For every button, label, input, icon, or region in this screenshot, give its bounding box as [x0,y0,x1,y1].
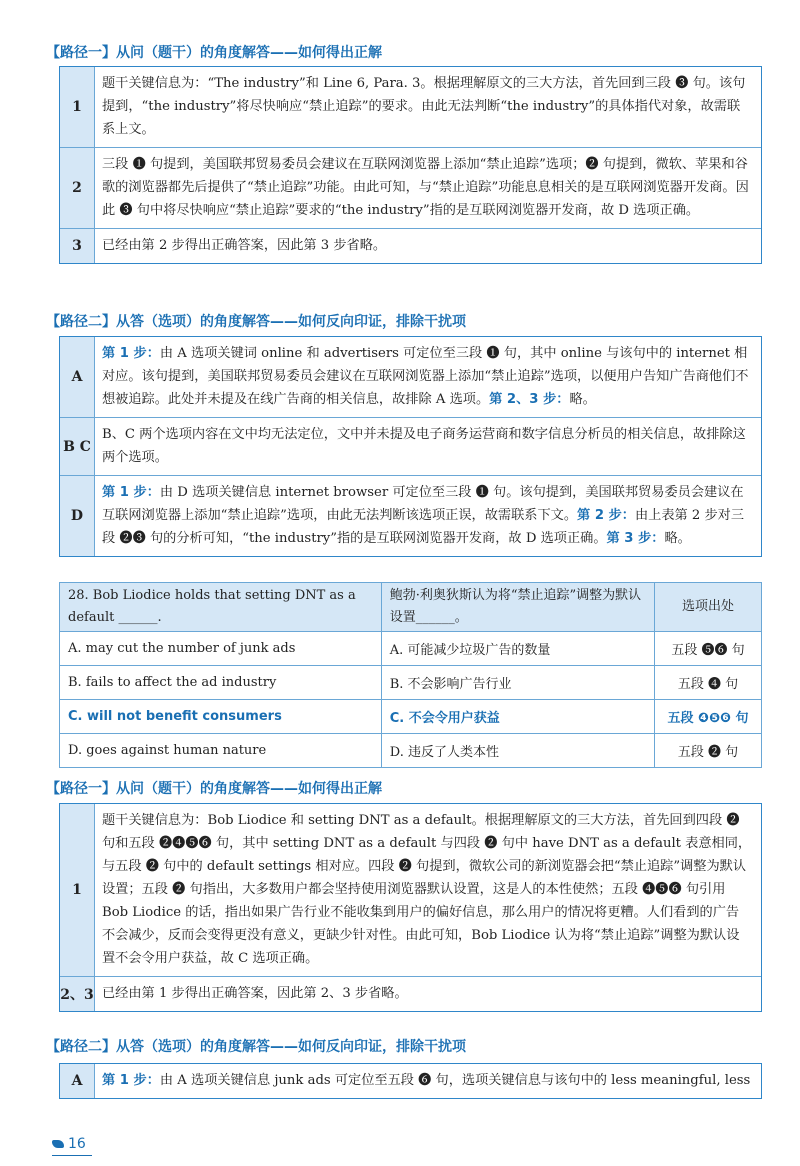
table-row [60,475,761,556]
section-title-path1: 【路径一】从问（题干）的角度解答——如何得出正解 [46,45,382,61]
option-source: 五段 ❹❺❻ 句 [655,700,762,734]
option-end: 略。 [664,531,691,546]
source-column-header: 选项出处 [655,583,762,632]
page-number [52,1136,86,1152]
option-analysis: 由上表第 2 步对三段 ❷❸ 句的分析可知，“the industry”指的是互联网浏览器开发商，故 D 选项正确。 [102,508,745,546]
step-text: 已经由第 1 步得出正确答案，因此第 2、3 步省略。 [102,986,408,1001]
option-label: D [60,476,95,556]
table-row [60,734,762,768]
option-analysis: 由 A 选项关键信息 junk ads 可定位至五段 ❻ 句，选项关键信息与该句中的 less meaningful, less [159,1073,751,1088]
option-analysis: 由 D 选项关键信息 internet browser 可定位至三段 ❶ 句。该句提到，美国联邦贸易委员会建议在互联网浏览器上添加“禁止追踪”选项，由此无法判断该选项正误，故需联系下文。 [102,485,744,523]
question-stem-en: 28. Bob Liodice holds that setting DNT as a default ______. [60,583,382,632]
section-title-path2-q28: 【路径二】从答（选项）的角度解答——如何反向印证，排除干扰项 [46,1039,466,1055]
step-label: 1 [60,804,95,976]
page-number-underline [52,1155,92,1156]
option-label: A [60,337,95,417]
option-en: B. fails to affect the ad industry [60,666,382,700]
option-end: 略。 [569,392,596,407]
step-text: 已经由第 2 步得出正确答案，因此第 3 步省略。 [102,238,387,253]
table-row [60,666,762,700]
table-row-correct [60,700,762,734]
path1-table [59,66,762,264]
option-label: A [60,1064,95,1098]
question-28-table [59,582,762,768]
section-title-path1-q28: 【路径一】从问（题干）的角度解答——如何得出正解 [46,781,382,797]
option-text [95,476,761,556]
option-analysis: 由 A 选项关键词 online 和 advertisers 可定位至三段 ❶ 句，其中 online 与该句中的 internet 相对应。该句提到，美国联邦贸易委员会建议在互联网浏览器上添加“禁止追踪”选项，以便用户告知广告商他们不想被追踪。此处并未提及在线广告商的相关信息，故排除 A 选项。 [102,346,749,407]
page-number-text: 16 [68,1136,86,1152]
table-row [60,228,761,263]
option-source: 五段 ❺❻ 句 [655,632,762,666]
option-zh: C. 不会令用户获益 [381,700,654,734]
step-label: 2 [60,148,95,228]
table-row [60,632,762,666]
option-zh: A. 可能减少垃圾广告的数量 [381,632,654,666]
path2-table [59,336,762,557]
step-marker: 第 1 步： [102,346,160,361]
step-text: 题干关键信息为：Bob Liodice 和 setting DNT as a default。根据理解原文的三大方法，首先回到四段 ❷ 句和五段 ❷❹❺❻ 句，其中 setting DNT as a default 与四段 ❷ 句中 have DNT as a default 表意相同，与五段 ❷ 句中的 default settings 相对应。四段 ❷ 句提到，微软公司的新浏览器会把“禁止追踪”调整为默认设置；五段 ❷ 句指出，大多数用户都会坚持使用浏览器默认设置，这是人的本性使然；五段 ❹❺❻ 句引用 Bob Liodice 的话，指出如果广告行业不能收集到用户的偏好信息，那么用户的情况将更糟。人们看到的广告不会减少，反而会变得更没有意义，更缺少针对性。由此可知，Bob Liodice 认为将“禁止追踪”调整为默认设置不会令用户获益，故 C 选项正确。 [102,813,752,966]
path2-q28-table [59,1063,762,1099]
step-marker: 第 1 步： [102,1073,160,1088]
option-text: B、C 两个选项内容在文中均无法定位，文中并未提及电子商务运营商和数字信息分析员的相关信息，故排除这两个选项。 [102,427,746,465]
option-en: D. goes against human nature [60,734,382,768]
table-row [60,147,761,228]
step-label: 3 [60,229,95,263]
table-row [60,337,761,417]
step-marker: 第 1 步： [102,485,160,500]
table-row [60,976,761,1011]
option-text [95,337,761,417]
section-title-path2: 【路径二】从答（选项）的角度解答——如何反向印证，排除干扰项 [46,314,466,330]
path1-q28-table [59,803,762,1012]
step-marker: 第 2 步： [577,508,635,523]
step-label: 2、3 [60,977,95,1011]
step-text: 三段 ❶ 句提到，美国联邦贸易委员会建议在互联网浏览器上添加“禁止追踪”选项；❷ 句提到，微软、苹果和谷歌的浏览器都先后提供了“禁止追踪”功能。由此可知，与“禁止追踪”功能息息相关的是互联网浏览器开发商。因此 ❸ 句中将尽快响应“禁止追踪”要求的“the industry”指的是互联网浏览器开发商，故 D 选项正确。 [102,157,749,218]
step-label: 1 [60,67,95,147]
option-source: 五段 ❹ 句 [655,666,762,700]
step-marker: 第 3 步： [606,531,665,546]
table-row [60,67,761,147]
step-marker: 第 2、3 步： [489,392,570,407]
option-zh: D. 违反了人类本性 [381,734,654,768]
question-stem-zh: 鲍勃·利奥狄斯认为将“禁止追踪”调整为默认设置______。 [381,583,654,632]
table-row [60,1064,761,1098]
book-icon [52,1140,64,1148]
table-row [60,804,761,976]
option-source: 五段 ❷ 句 [655,734,762,768]
option-label: B C [60,418,95,475]
step-text: 题干关键信息为：“The industry”和 Line 6, Para. 3。根据理解原文的三大方法，首先回到三段 ❸ 句。该句提到，“the industry”将尽快响应“禁止追踪”的要求。由此无法判断“the industry”的具体指代对象，故需联系上文。 [102,76,746,137]
option-en: A. may cut the number of junk ads [60,632,382,666]
option-zh: B. 不会影响广告行业 [381,666,654,700]
table-row [60,417,761,475]
option-en: C. will not benefit consumers [60,700,382,734]
option-text [95,1064,761,1098]
table-header-row [60,583,762,632]
